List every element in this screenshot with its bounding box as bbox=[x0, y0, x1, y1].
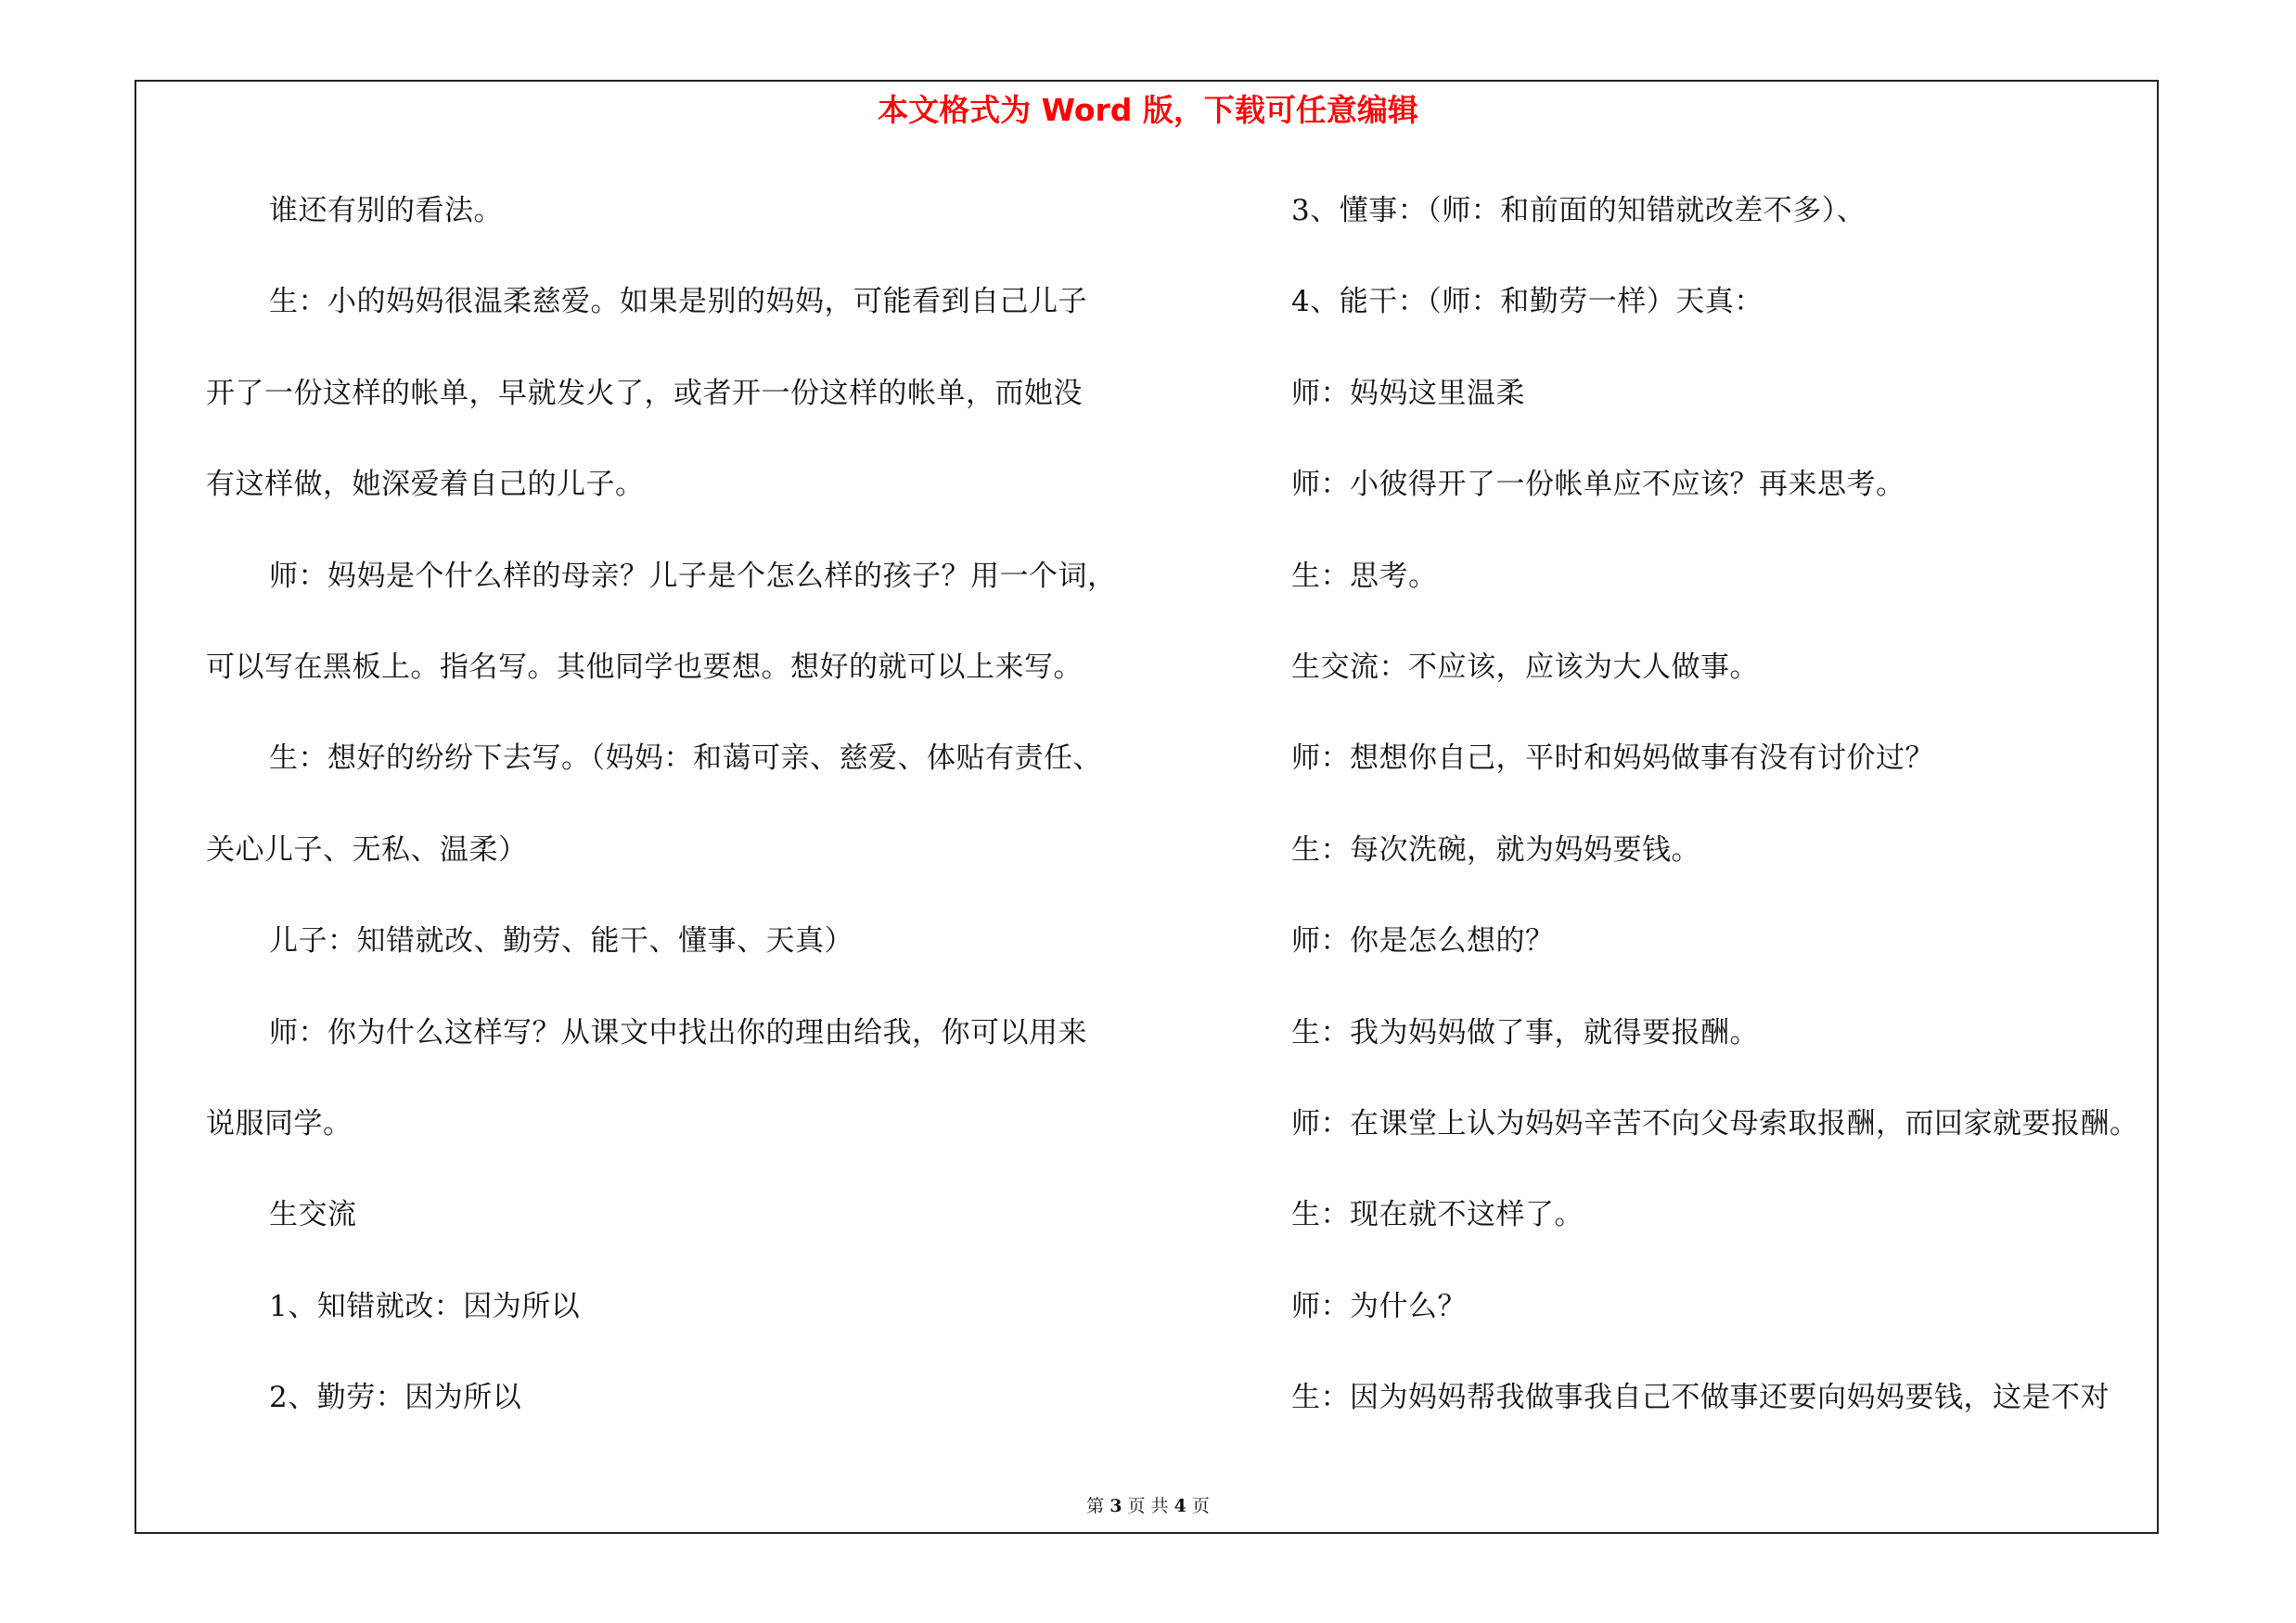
paragraph-line: 有这样做，她深爱着自己的儿子。 bbox=[206, 468, 645, 502]
format-banner: 本文格式为 Word 版，下载可任意编辑 bbox=[878, 92, 1418, 128]
paragraph-line: 生：想好的纷纷下去写。（妈妈：和蔼可亲、慈爱、体贴有责任、 bbox=[269, 741, 1102, 776]
footer-middle: 页 共 bbox=[1127, 1496, 1169, 1516]
paragraph-line: 3、懂事：（师：和前面的知错就改差不多）、 bbox=[1291, 194, 1866, 227]
paragraph-line: 4、能干：（师：和勤劳一样）天真： bbox=[1291, 285, 1764, 319]
page-footer bbox=[0, 1494, 2296, 1518]
paragraph-line: 开了一份这样的帐单，早就发火了，或者开一份这样的帐单，而她没 bbox=[206, 376, 1083, 410]
paragraph-line: 1、知错就改：因为所以 bbox=[269, 1289, 581, 1323]
paragraph-line: 师：为什么？ bbox=[1291, 1289, 1467, 1323]
paragraph-line: 师：你为什么这样写？从课文中找出你的理由给我，你可以用来 bbox=[269, 1015, 1087, 1050]
paragraph-line: 生：现在就不这样了。 bbox=[1291, 1198, 1584, 1232]
paragraph-line: 生交流 bbox=[269, 1198, 357, 1232]
footer-prefix: 第 bbox=[1086, 1496, 1105, 1516]
paragraph-line: 生交流：不应该，应该为大人做事。 bbox=[1291, 650, 1759, 684]
paragraph-line: 2、勤劳：因为所以 bbox=[269, 1381, 522, 1415]
paragraph-line: 师：你是怎么想的？ bbox=[1291, 924, 1555, 959]
paragraph-line: 师：在课堂上认为妈妈辛苦不向父母索取报酬，而回家就要报酬。 bbox=[1291, 1106, 2139, 1140]
paragraph-line: 师：妈妈是个什么样的母亲？儿子是个怎么样的孩子？用一个词， bbox=[269, 559, 1117, 593]
paragraph-line: 生：思考。 bbox=[1291, 559, 1438, 593]
total-pages-number: 4 bbox=[1174, 1496, 1186, 1516]
paragraph-line: 可以写在黑板上。指名写。其他同学也要想。想好的就可以上来写。 bbox=[206, 650, 1083, 684]
paragraph-line: 儿子：知错就改、勤劳、能干、懂事、天真） bbox=[269, 924, 853, 959]
right-text-column bbox=[1291, 186, 2163, 1463]
paragraph-line: 生：我为妈妈做了事，就得要报酬。 bbox=[1291, 1015, 1759, 1050]
paragraph-line: 说服同学。 bbox=[206, 1106, 353, 1140]
paragraph-line: 谁还有别的看法。 bbox=[269, 194, 503, 227]
paragraph-line: 师：小彼得开了一份帐单应不应该？再来思考。 bbox=[1291, 468, 1905, 502]
paragraph-line: 师：想想你自己，平时和妈妈做事有没有讨价过？ bbox=[1291, 741, 1934, 776]
current-page-number: 3 bbox=[1110, 1496, 1122, 1516]
footer-suffix: 页 bbox=[1191, 1496, 1210, 1516]
left-text-column bbox=[206, 186, 1152, 1463]
paragraph-line: 生：每次洗碗，就为妈妈要钱。 bbox=[1291, 832, 1700, 867]
paragraph-line: 生：小的妈妈很温柔慈爱。如果是别的妈妈，可能看到自己儿子 bbox=[269, 285, 1087, 319]
paragraph-line: 关心儿子、无私、温柔） bbox=[206, 832, 528, 867]
paragraph-line: 生：因为妈妈帮我做事我自己不做事还要向妈妈要钱，这是不对 bbox=[1291, 1381, 2110, 1415]
paragraph-line: 师：妈妈这里温柔 bbox=[1291, 376, 1525, 410]
